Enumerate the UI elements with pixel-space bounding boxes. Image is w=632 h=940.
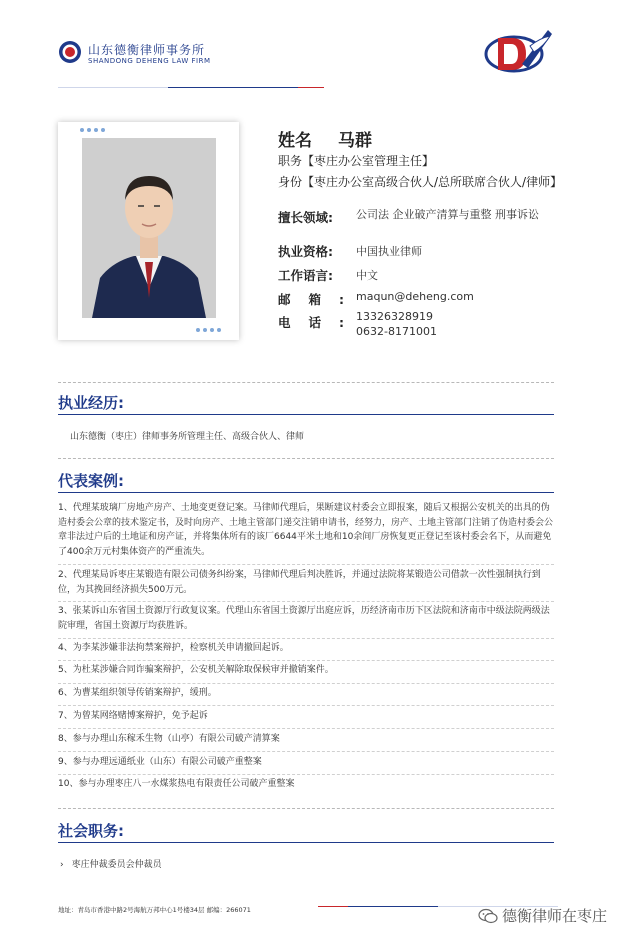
- qualification-label: 执业资格:: [278, 244, 333, 259]
- case-item: 5、为杜某涉嫌合同诈骗案辩护，公安机关解除取保候审并撤销案件。: [58, 665, 334, 675]
- position-line: 职务【枣庄办公室管理主任】: [278, 154, 435, 168]
- cases-title: 代表案例:: [58, 472, 124, 490]
- specialty-label: 擅长领域:: [278, 210, 333, 225]
- firm-logo-icon: [478, 24, 556, 78]
- case-divider: [58, 751, 554, 752]
- social-title: 社会职务:: [58, 822, 124, 840]
- case-divider: [58, 601, 554, 602]
- firm-name-cn: 山东德衡律师事务所: [88, 43, 206, 57]
- social-role: 枣庄仲裁委员会仲裁员: [71, 860, 162, 870]
- portrait-illustration: [82, 138, 216, 318]
- case-divider: [58, 638, 554, 639]
- bullet-icon: ›: [60, 860, 64, 870]
- name-label: 姓名: [278, 131, 312, 151]
- social-text: [60, 857, 162, 870]
- case-item: 6、为曹某组织领导传销案辩护，缓刑。: [58, 688, 217, 698]
- section-divider: [58, 458, 554, 459]
- specialty-value: 公司法 企业破产清算与重整 刑事诉讼: [356, 208, 539, 221]
- address: 地址：青岛市香港中路2号海航万邦中心1号楼34层 邮编：266071: [58, 906, 251, 914]
- case-item: 1、代理某玻璃厂房地产房产、土地变更登记案。马律师代理后，果断建议村委会立即报案，随后又根据公安机关的出具的伪造村委会公章的技术鉴定书，及时向房产、土地主管部门递交注销申请书，经努力，房产、土地主管部门注销了伪造村委会公章非法过户后的土地证和房产证，并将集体所有的该厂6644平米土地和10余间厂房恢复更正登记至该村委会名下，从而避免了400余万元村集体资产的严重流失。: [58, 503, 554, 557]
- watermark-text: 德衡律师在枣庄: [502, 907, 608, 925]
- language-value: 中文: [356, 269, 378, 282]
- firm-name-en: SHANDONG DEHENG LAW FIRM: [88, 57, 211, 65]
- case-divider: [58, 728, 554, 729]
- case-item: 9、参与办理远通纸业（山东）有限公司破产重整案: [58, 757, 262, 767]
- decor-dots: [196, 328, 221, 332]
- case-divider: [58, 705, 554, 706]
- header-rule: [58, 87, 168, 88]
- header-rule: [168, 87, 298, 88]
- case-item: 10、参与办理枣庄八一水煤浆热电有限责任公司破产重整案: [58, 779, 295, 789]
- wechat-icon: [478, 908, 498, 924]
- section-divider: [58, 382, 554, 383]
- section-rule: [58, 492, 554, 493]
- phone-mobile[interactable]: 13326328919: [356, 310, 433, 323]
- section-rule: [58, 842, 554, 843]
- case-item: 3、张某诉山东省国土资源厅行政复议案。代理山东省国土资源厅出庭应诉，历经济南市历下区法院和济南市中级法院两级法院审理，省国土资源厅均获胜诉。: [58, 606, 550, 631]
- language-label: 工作语言:: [278, 268, 333, 283]
- phone-label: 电话:: [278, 315, 362, 330]
- case-item: 4、为李某涉嫌非法拘禁案辩护，检察机关申请撤回起诉。: [58, 643, 289, 653]
- header-rule: [298, 87, 324, 88]
- case-divider: [58, 564, 554, 565]
- phone-office[interactable]: 0632-8171001: [356, 325, 437, 338]
- lawyer-name: 马群: [338, 131, 372, 151]
- section-rule: [58, 414, 554, 415]
- case-divider: [58, 774, 554, 775]
- email-label: 邮箱:: [278, 292, 362, 307]
- experience-title: 执业经历:: [58, 394, 124, 412]
- experience-text: 山东德衡（枣庄）律师事务所管理主任、高级合伙人、律师: [70, 432, 305, 442]
- wechat-watermark: [478, 905, 607, 926]
- email-value[interactable]: maqun@deheng.com: [356, 290, 474, 303]
- section-divider: [58, 808, 554, 809]
- footer-rule: [318, 906, 348, 907]
- photo-card: [58, 122, 239, 340]
- case-item: 2、代理某局诉枣庄某锻造有限公司债务纠纷案，马律师代理后判决胜诉，并通过法院将某锻造公司借款一次性强制执行到位，为其挽回经济损失500万元。: [58, 570, 541, 595]
- name-row: [278, 126, 372, 151]
- firm-seal-icon: [58, 40, 82, 64]
- case-item: 8、参与办理山东稼禾生物（山亭）有限公司破产清算案: [58, 734, 280, 744]
- case-divider: [58, 683, 554, 684]
- portrait-photo: [82, 138, 216, 318]
- case-item: 7、为曾某网络赌博案辩护，免予起诉: [58, 711, 208, 721]
- identity-line: 身份【枣庄办公室高级合伙人/总所联席合伙人/律师】: [278, 175, 563, 189]
- case-divider: [58, 660, 554, 661]
- decor-dots: [80, 128, 105, 132]
- footer-rule: [348, 906, 438, 907]
- qualification-value: 中国执业律师: [356, 245, 422, 258]
- header: [0, 0, 632, 96]
